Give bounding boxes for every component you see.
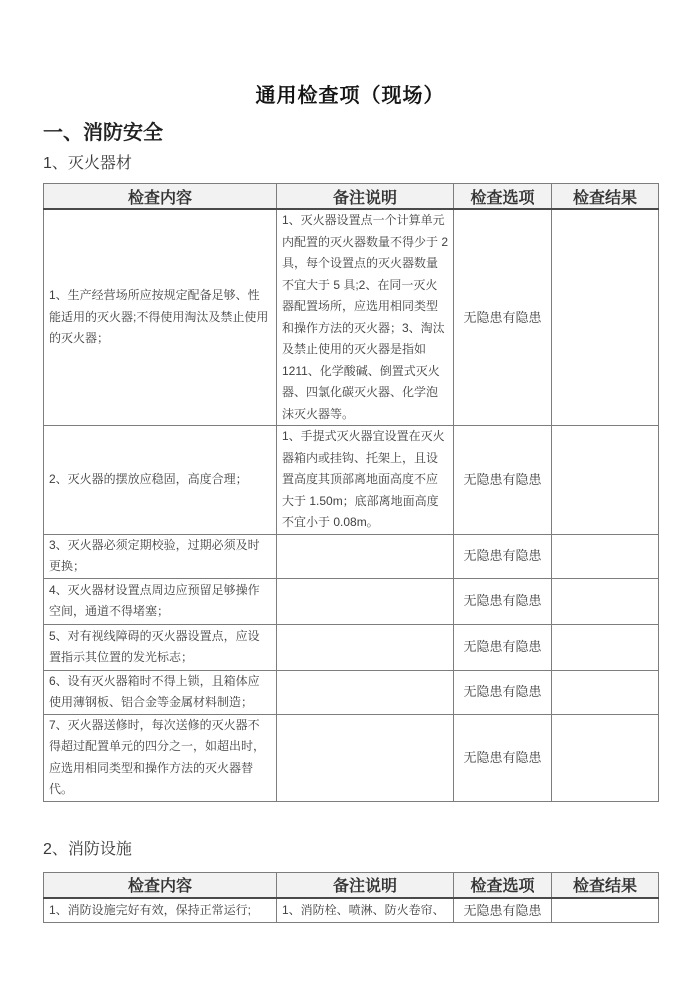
option-cell: 无隐患有隐患 — [454, 426, 552, 535]
subsection-heading-2: 2、消防设施 — [43, 840, 132, 858]
remark-cell — [277, 534, 454, 578]
result-cell — [552, 714, 659, 801]
table-row — [44, 714, 659, 801]
content-cell: 5、对有视线障碍的灭火器设置点，应设置指示其位置的发光标志； — [44, 624, 277, 670]
section-heading: 一、消防安全 — [43, 122, 163, 144]
option-cell: 无隐患有隐患 — [454, 209, 552, 426]
remark-cell — [277, 624, 454, 670]
subsection-heading-1: 1、灭火器材 — [43, 155, 132, 172]
result-cell — [552, 534, 659, 578]
column-header-remark: 备注说明 — [277, 872, 454, 898]
result-cell — [552, 898, 659, 923]
result-cell — [552, 209, 659, 426]
remark-cell: 1、手提式灭火器宜设置在灭火器箱内或挂钩、托架上，且设置高度其顶部离地面高度不应大于 1.50m；底部离地面高度不宜小于 0.08m。 — [277, 426, 454, 535]
table-row — [44, 670, 659, 714]
table-row — [44, 898, 659, 923]
content-cell: 2、灭火器的摆放应稳固，高度合理； — [44, 426, 277, 535]
remark-cell: 1、消防栓、喷淋、防火卷帘、 — [277, 898, 454, 923]
remark-cell — [277, 670, 454, 714]
content-cell: 7、灭火器送修时，每次送修的灭火器不得超过配置单元的四分之一，如超出时，应选用相同类型和操作方法的灭火器替代。 — [44, 714, 277, 801]
inspection-table-2 — [43, 872, 659, 924]
content-cell: 1、生产经营场所应按规定配备足够、性能适用的灭火器;不得使用淘汰及禁止使用的灭火器； — [44, 209, 277, 426]
content-cell: 1、消防设施完好有效，保持正常运行; — [44, 898, 277, 923]
content-cell: 3、灭火器必须定期校验，过期必须及时更换； — [44, 534, 277, 578]
result-cell — [552, 578, 659, 624]
content-cell: 4、灭火器材设置点周边应预留足够操作空间，通道不得堵塞； — [44, 578, 277, 624]
column-header-result: 检查结果 — [552, 184, 659, 210]
option-cell: 无隐患有隐患 — [454, 534, 552, 578]
page-title: 通用检查项（现场） — [255, 85, 445, 107]
option-cell: 无隐患有隐患 — [454, 714, 552, 801]
table-header-row — [44, 184, 659, 210]
option-cell: 无隐患有隐患 — [454, 670, 552, 714]
option-cell: 无隐患有隐患 — [454, 624, 552, 670]
option-cell: 无隐患有隐患 — [454, 578, 552, 624]
remark-cell: 1、灭火器设置点一个计算单元内配置的灭火器数量不得少于 2 具，每个设置点的灭火器数量不宜大于 5 具;2、在同一灭火器配置场所，应选用相同类型和操作方法的灭火器；3、淘汰及禁止使用的灭火器是指如 1211、化学酸碱、倒置式灭火器、四氯化碳灭火器、化学泡沫灭火器等。 — [277, 209, 454, 426]
column-header-content: 检查内容 — [44, 872, 277, 898]
option-cell: 无隐患有隐患 — [454, 898, 552, 923]
table-row — [44, 426, 659, 535]
column-header-option: 检查选项 — [454, 872, 552, 898]
table-row — [44, 534, 659, 578]
column-header-result: 检查结果 — [552, 872, 659, 898]
remark-cell — [277, 714, 454, 801]
column-header-remark: 备注说明 — [277, 184, 454, 210]
result-cell — [552, 624, 659, 670]
column-header-content: 检查内容 — [44, 184, 277, 210]
table-header-row — [44, 872, 659, 898]
remark-cell — [277, 578, 454, 624]
column-header-option: 检查选项 — [454, 184, 552, 210]
content-cell: 6、设有灭火器箱时不得上锁，且箱体应使用薄钢板、铝合金等金属材料制造； — [44, 670, 277, 714]
inspection-table-1 — [43, 183, 659, 802]
result-cell — [552, 426, 659, 535]
table-row — [44, 209, 659, 426]
table-row — [44, 578, 659, 624]
result-cell — [552, 670, 659, 714]
table-row — [44, 624, 659, 670]
